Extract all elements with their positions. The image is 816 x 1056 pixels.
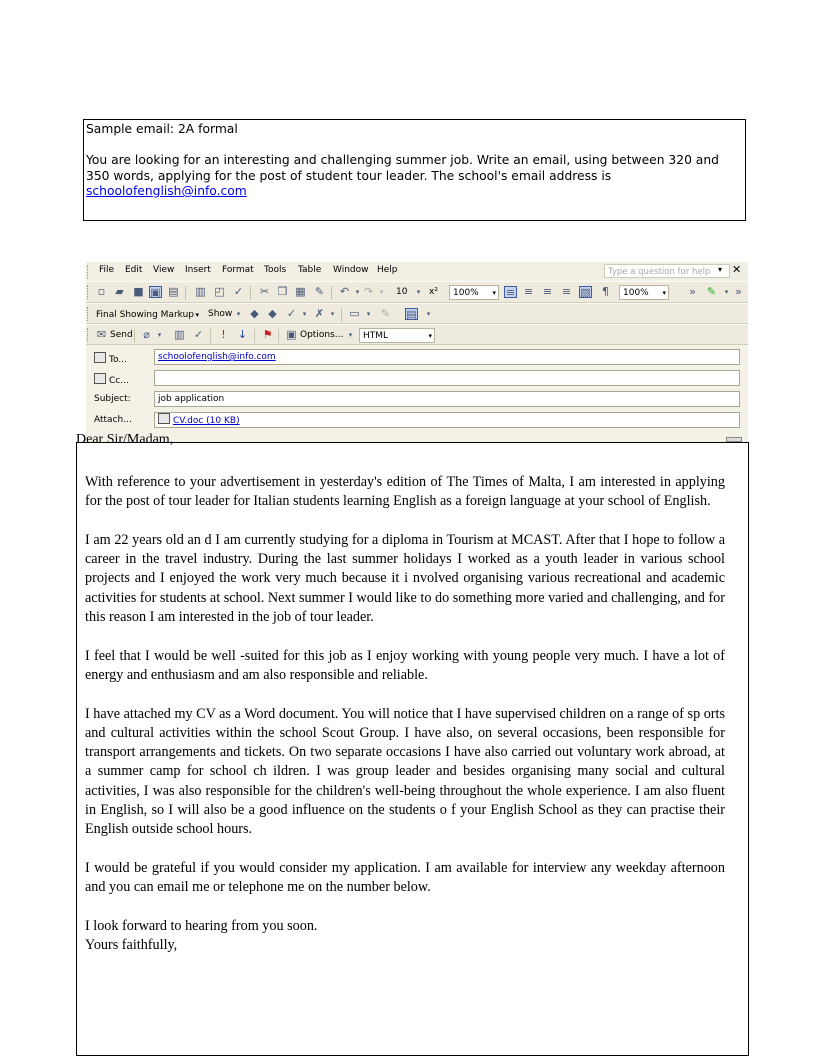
school-email-link[interactable]: schoolofenglish@info.com	[86, 184, 247, 198]
subject-field[interactable]: job application	[154, 391, 740, 407]
zoom-select[interactable]	[449, 285, 499, 300]
reject-change-icon[interactable]: ✗	[314, 307, 325, 320]
next-change-icon[interactable]: ◆	[268, 307, 277, 320]
open-icon[interactable]: ▰	[115, 285, 124, 298]
toolbar-grip[interactable]	[87, 285, 91, 299]
to-label: To...	[109, 355, 127, 365]
font-size-value[interactable]: 10	[396, 287, 408, 297]
paragraph: I have attached my CV as a Word document. You will notice that I have supervised children on a range of sp orts and cultural activities within the school Scout Group. I have also, on several occasions, been responsible for transport arrangements and tickets. On two separate occasions I have also carried out voluntary work abroad, at a summer camp for school ch ildren. I was group leader and besides organising many social and cultural activities, I was also responsible for the children's well-being throughout the whole experience. I am also fluent in English, so I will also be a good influence on the students o f your English School as they can practise their English outside school hours.	[85, 705, 725, 838]
separator	[254, 329, 255, 343]
cc-field[interactable]	[154, 370, 740, 386]
help-dropdown-icon[interactable]: ▾	[718, 265, 723, 274]
attachment-file[interactable]: CV.doc (10 KB)	[173, 416, 240, 426]
justify-icon[interactable]: ≡	[561, 285, 572, 298]
superscript-icon[interactable]: x²	[429, 287, 438, 297]
highlight-icon[interactable]: ✎	[706, 285, 717, 298]
redo-icon[interactable]: ↷	[363, 285, 374, 298]
address-book-icon	[94, 373, 106, 384]
toolbar-grip[interactable]	[87, 307, 91, 321]
chevron-down-icon: ▾	[428, 332, 432, 340]
address-book-icon	[94, 352, 106, 363]
task-title: Sample email: 2A formal	[86, 122, 238, 136]
font-size-dropdown-icon[interactable]: ▾	[416, 288, 421, 296]
importance-high-icon[interactable]: !	[221, 328, 226, 341]
zoom-value-2: 100%	[623, 288, 649, 298]
show-menu-button[interactable]: Show	[208, 309, 233, 319]
message-format-select[interactable]	[359, 328, 435, 343]
format-painter-icon[interactable]: ✎	[314, 285, 325, 298]
reject-dropdown-icon[interactable]: ▾	[330, 310, 335, 318]
track-changes-icon[interactable]: ✎	[380, 307, 391, 320]
salutation: Dear Sir/Madam,	[76, 432, 174, 447]
paragraph: I feel that I would be well -suited for this job as I enjoy working with young people very much. I have a lot of energy and enthusiasm and am also responsible and reliable.	[85, 647, 725, 683]
separator	[250, 286, 251, 300]
to-button[interactable]	[94, 352, 127, 365]
cc-label: Cc...	[109, 376, 129, 386]
show-dropdown-icon[interactable]: ▾	[236, 310, 241, 318]
align-left-icon[interactable]: ≡	[505, 286, 516, 299]
align-right-icon[interactable]: ≡	[542, 285, 553, 298]
check-names-icon[interactable]: ✓	[193, 328, 204, 341]
task-instruction: You are looking for an interesting and challenging summer job. Write an email, using between 320 and 350 words, applying for the post of student tour leader. The school's email address is	[86, 153, 719, 183]
separator	[210, 329, 211, 343]
send-button[interactable]: Send	[110, 330, 133, 340]
zoom-value: 100%	[453, 288, 479, 298]
cut-icon[interactable]: ✂	[259, 285, 270, 298]
separator	[185, 286, 186, 300]
menu-edit[interactable]: Edit	[125, 265, 143, 275]
spelling-icon[interactable]: ✓	[233, 285, 244, 298]
separator	[278, 329, 279, 343]
menu-bar	[86, 262, 748, 280]
options-button[interactable]: Options...	[300, 330, 344, 340]
menu-tools[interactable]: Tools	[264, 265, 287, 275]
task-box	[83, 119, 746, 221]
chevron-down-icon: ▾	[662, 289, 666, 297]
menu-format[interactable]: Format	[222, 265, 254, 275]
print-icon[interactable]: ▥	[195, 285, 206, 298]
cc-button[interactable]	[94, 373, 129, 386]
accept-change-icon[interactable]: ✓	[286, 307, 297, 320]
accept-dropdown-icon[interactable]: ▾	[302, 310, 307, 318]
separator	[331, 286, 332, 300]
insert-comment-icon[interactable]: ▭	[349, 307, 360, 320]
copy-icon[interactable]: ❐	[277, 285, 288, 298]
menu-table[interactable]: Table	[298, 265, 322, 275]
reviewing-pane-dropdown-icon[interactable]: ▾	[426, 310, 431, 318]
address-book-icon[interactable]: ▥	[174, 328, 185, 341]
paragraph: With reference to your advertisement in yesterday's edition of The Times of Malta, I am interested in applying for the post of tour leader for Italian students learning English as a foreign language at your school of English.	[85, 474, 725, 510]
attachment-field[interactable]	[154, 412, 740, 428]
markup-mode-select[interactable]	[92, 307, 202, 322]
previous-change-icon[interactable]: ◆	[250, 307, 259, 320]
chevron-down-icon: ▾	[492, 289, 496, 297]
separator	[341, 308, 342, 322]
attach-dropdown-icon[interactable]: ▾	[157, 331, 162, 339]
email-toolbar	[86, 324, 748, 345]
paragraph: I would be grateful if you would consider my application. I am available for interview any weekday afternoon and you can email me or telephone me on the number below.	[85, 859, 725, 896]
undo-dropdown-icon[interactable]: ▾	[355, 288, 360, 296]
attach-button[interactable]: Attach...	[94, 415, 132, 425]
menu-file[interactable]: File	[99, 265, 115, 275]
print-preview-icon[interactable]: ◰	[214, 285, 225, 298]
reviewing-toolbar	[86, 303, 748, 324]
research-icon[interactable]: ▤	[168, 285, 179, 298]
permission-icon[interactable]: ▣	[150, 286, 161, 299]
comment-dropdown-icon[interactable]: ▾	[366, 310, 371, 318]
redo-dropdown-icon[interactable]: ▾	[379, 288, 384, 296]
closing-line: I look forward to hearing from you soon.	[85, 917, 318, 934]
menu-help[interactable]: Help	[377, 265, 398, 275]
importance-low-icon[interactable]: ↓	[237, 328, 248, 341]
new-icon[interactable]: ▫	[97, 285, 106, 298]
paste-icon[interactable]: ▦	[295, 285, 306, 298]
word-document-icon	[158, 413, 170, 424]
options-icon[interactable]: ▣	[286, 328, 297, 341]
sign-off: Yours faithfully,	[85, 937, 178, 954]
standard-toolbar	[86, 281, 748, 303]
toolbar-overflow-icon[interactable]: »	[735, 285, 742, 298]
close-icon[interactable]: ✕	[732, 263, 742, 276]
menu-insert[interactable]: Insert	[185, 265, 211, 275]
message-body[interactable]	[85, 473, 725, 955]
toolbar-grip[interactable]	[87, 328, 91, 342]
show-hide-icon[interactable]: ¶	[602, 285, 609, 298]
undo-icon[interactable]: ↶	[339, 285, 350, 298]
menu-grip[interactable]	[87, 265, 91, 279]
flag-icon[interactable]: ⚑	[262, 328, 273, 341]
paragraph: I am 22 years old an d I am currently studying for a diploma in Tourism at MCAST. After that I hope to follow a career in the travel industry. During the last summer holidays I worked as a youth leader in various school projects and I enjoyed the work very much because it i nvolved organising various recreational and academic activities for students at school. Next summer I would like to do something more varied and challenging, and for this reason I am interested in the job of tour leader.	[85, 531, 725, 626]
to-recipient[interactable]: schoolofenglish@info.com	[158, 352, 276, 362]
markup-mode-value: Final Showing Markup	[96, 310, 194, 320]
menu-view[interactable]: View	[153, 265, 175, 275]
document-map-icon[interactable]: ▧	[580, 286, 591, 299]
save-icon[interactable]: ■	[133, 285, 144, 298]
highlight-dropdown-icon[interactable]: ▾	[724, 288, 729, 296]
subject-label: Subject:	[94, 394, 131, 404]
send-icon[interactable]: ✉	[96, 328, 107, 341]
center-icon[interactable]: ≡	[523, 285, 534, 298]
attach-icon[interactable]: ⌀	[143, 328, 150, 341]
to-field[interactable]	[154, 349, 740, 365]
options-dropdown-icon[interactable]: ▾	[348, 331, 353, 339]
email-editor-window	[86, 262, 748, 442]
zoom-select-2[interactable]	[619, 285, 669, 300]
separator	[134, 329, 135, 343]
menu-window[interactable]: Window	[333, 265, 369, 275]
message-format-value: HTML	[363, 331, 389, 341]
help-search-input[interactable]: Type a question for help	[604, 264, 730, 278]
chevron-down-icon: ▾	[195, 311, 199, 319]
toolbar-options-icon[interactable]: »	[689, 285, 696, 298]
reviewing-pane-icon[interactable]: ▤	[406, 308, 417, 321]
